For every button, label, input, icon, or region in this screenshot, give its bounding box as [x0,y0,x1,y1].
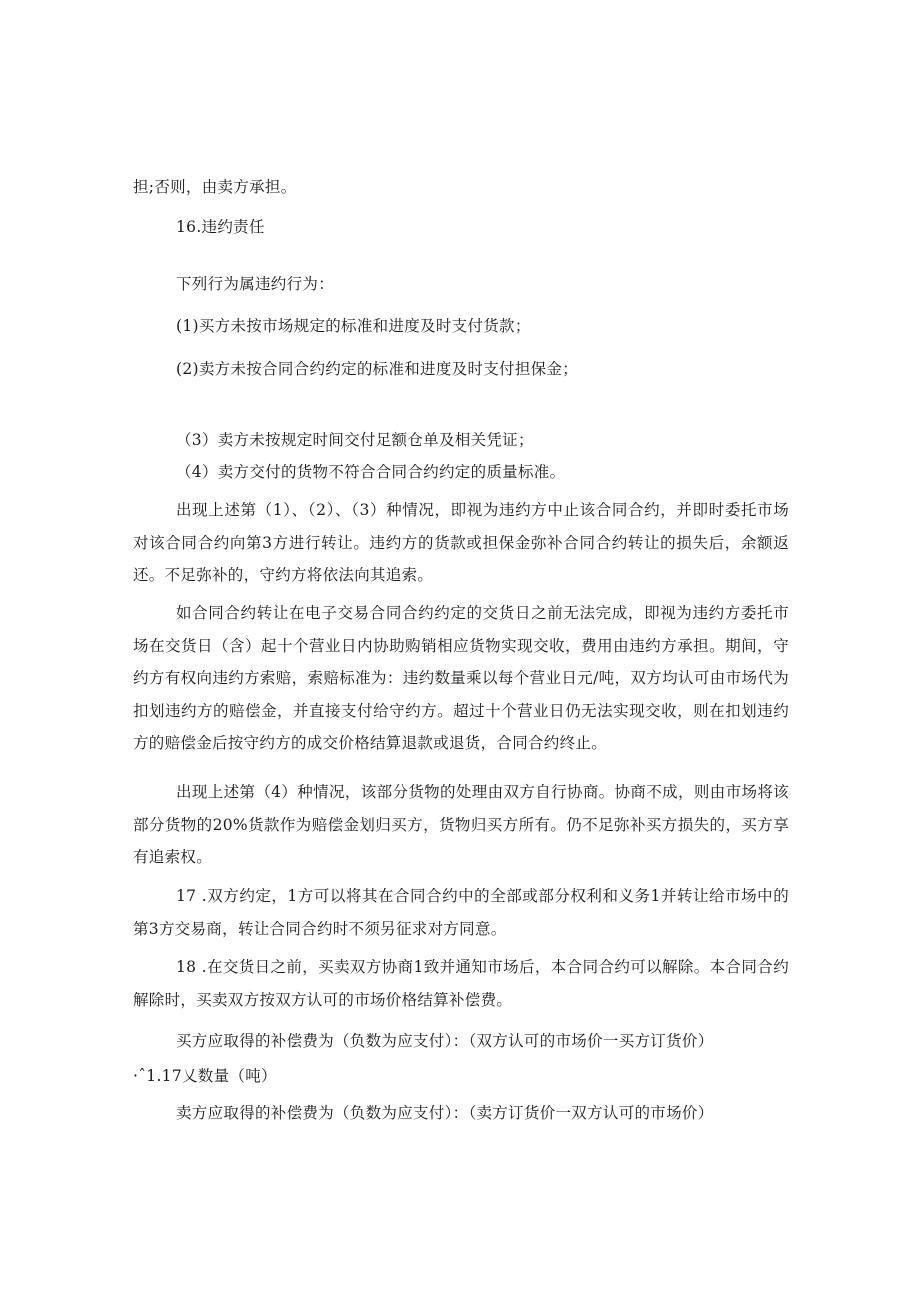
list-item-2: (2)卖方未按合同合约约定的标准和进度及时支付担保金； [176,360,579,378]
list-item-1: (1)买方未按市场规定的标准和进度及时支付货款； [176,317,531,335]
section-heading-16: 16.违约责任 [176,218,265,236]
paragraph-clause-18: 18 .在交货日之前，买卖双方协商1致并通知市场后，本合同合约可以解除。本合同合约解除时，买卖双方按双方认可的市场价格结算补偿费。 [133,958,789,1009]
list-item-4: （4）卖方交付的货物不符合合同合约约定的质量标准。 [176,463,566,481]
text-line-continuation: 担;否则，由卖方承担。 [133,178,297,196]
buyer-compensation-formula: 买方应取得的补偿费为（负数为应支付）：（双方认可的市场价一买方订货价） [176,1032,714,1050]
paragraph-transfer-failure: 如合同合约转让在电子交易合同合约约定的交货日之前无法完成，即视为违约方委托市场在交货日（含）起十个营业日内协助购销相应货物实现交收，费用由违约方承担。期间，守约方有权向违约方索赔，索赔标准为：违约数量乘以每个营业日元/吨，双方均认可由市场代为扣划违约方的赔偿金，并直接支付给守约方。超过十个营业日仍无法实现交收，则在扣划违约方的赔偿金后按守约方的成交价格结算退款或退货，合同合约终止。 [133,604,789,752]
buyer-compensation-formula-continued: ·ˆ1.17乂数量（吨） [133,1067,277,1085]
seller-compensation-formula: 卖方应取得的补偿费为（负数为应支付）：（卖方订货价一双方认可的市场价） [176,1104,714,1122]
text-line-breach-intro: 下列行为属违约行为： [176,275,335,293]
paragraph-breach-4: 出现上述第（4）种情况，该部分货物的处理由双方自行协商。协商不成，则由市场将该部分货物的20%货款作为赔偿金划归买方，货物归买方所有。仍不足弥补买方损失的，买方享有追索权。 [133,783,789,866]
list-item-3: （3）卖方未按规定时间交付足额仓单及相关凭证； [176,431,534,449]
paragraph-breach-1-3: 出现上述第（1）、（2）、（3）种情况，即视为违约方中止该合同合约，并即时委托市场对该合同合约向第3方进行转让。违约方的货款或担保金弥补合同合约转让的损失后，余额返还。不足弥补的，守约方将依法向其追索。 [133,501,789,584]
paragraph-clause-17: 17 .双方约定，1方可以将其在合同合约中的全部或部分权利和义务1并转让给市场中的第3方交易商，转让合同合约时不须另征求对方同意。 [133,887,789,938]
